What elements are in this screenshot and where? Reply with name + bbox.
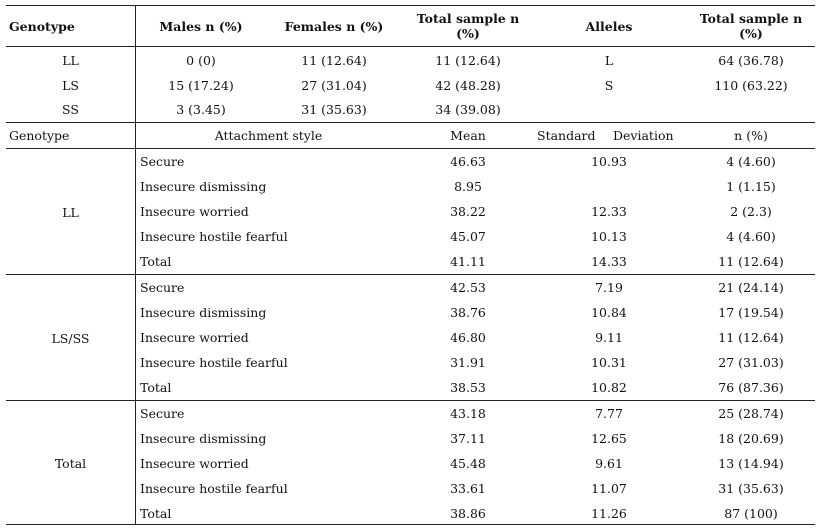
sd-cell: 10.84 bbox=[591, 305, 627, 320]
attachment-style-cell: Insecure hostile fearful bbox=[140, 229, 288, 244]
attachment-style-cell: Total bbox=[140, 254, 172, 269]
group-label-total: Total bbox=[54, 456, 87, 471]
females-cell: 11 (12.64) bbox=[301, 53, 367, 68]
mean-cell: 45.48 bbox=[450, 456, 486, 471]
attachment-style-cell: Secure bbox=[140, 154, 185, 169]
subheader-rule bbox=[6, 148, 815, 149]
n-pct-cell: 1 (1.15) bbox=[726, 179, 776, 194]
mean-cell: 38.76 bbox=[450, 305, 486, 320]
n-pct-cell: 25 (28.74) bbox=[718, 406, 784, 421]
group-label-ll: LL bbox=[62, 205, 79, 220]
mean-cell: 41.11 bbox=[450, 254, 486, 269]
attachment-style-cell: Insecure hostile fearful bbox=[140, 481, 288, 496]
sub-header-genotype: Genotype bbox=[9, 128, 70, 143]
sd-cell: 12.65 bbox=[591, 431, 627, 446]
allele-total-cell: 110 (63.22) bbox=[714, 78, 788, 93]
attachment-style-cell: Insecure worried bbox=[140, 204, 249, 219]
sd-cell: 9.11 bbox=[595, 330, 623, 345]
mean-cell: 46.63 bbox=[450, 154, 486, 169]
attachment-style-cell: Secure bbox=[140, 280, 185, 295]
n-pct-cell: 27 (31.03) bbox=[718, 355, 784, 370]
group-rule-2 bbox=[6, 400, 815, 401]
col-header-genotype: Genotype bbox=[9, 19, 75, 34]
col-header-allele-total: Total sample n bbox=[699, 11, 803, 26]
header-rule bbox=[6, 46, 815, 47]
mean-cell: 42.53 bbox=[450, 280, 486, 295]
attachment-style-cell: Insecure dismissing bbox=[140, 305, 267, 320]
group-rule-1 bbox=[6, 274, 815, 275]
allele-cell: S bbox=[604, 78, 614, 93]
attachment-style-cell: Insecure worried bbox=[140, 330, 249, 345]
mean-cell: 43.18 bbox=[450, 406, 486, 421]
group-label-ls-ss: LS/SS bbox=[51, 331, 90, 346]
sd-cell: 11.26 bbox=[591, 506, 627, 521]
sd-cell: 7.77 bbox=[595, 406, 623, 421]
mean-cell: 45.07 bbox=[450, 229, 486, 244]
attachment-style-cell: Insecure dismissing bbox=[140, 179, 267, 194]
genotype-cell: SS bbox=[62, 102, 79, 117]
n-pct-cell: 87 (100) bbox=[724, 506, 778, 521]
mean-cell: 46.80 bbox=[450, 330, 486, 345]
col-header-allele-total-pct: (%) bbox=[739, 26, 763, 41]
sd-cell: 9.61 bbox=[595, 456, 623, 471]
mean-cell: 31.91 bbox=[450, 355, 486, 370]
col-header-total-sample: Total sample n bbox=[416, 11, 520, 26]
n-pct-cell: 11 (12.64) bbox=[718, 254, 784, 269]
n-pct-cell: 31 (35.63) bbox=[718, 481, 784, 496]
n-pct-cell: 21 (24.14) bbox=[718, 280, 784, 295]
allele-total-cell: 64 (36.78) bbox=[718, 53, 784, 68]
mean-cell: 8.95 bbox=[454, 179, 482, 194]
total-cell: 11 (12.64) bbox=[435, 53, 501, 68]
sub-header-attachment-style: Attachment style bbox=[214, 128, 323, 143]
mean-cell: 37.11 bbox=[450, 431, 486, 446]
females-cell: 31 (35.63) bbox=[301, 102, 367, 117]
females-cell: 27 (31.04) bbox=[301, 78, 367, 93]
sd-cell: 14.33 bbox=[591, 254, 627, 269]
n-pct-cell: 18 (20.69) bbox=[718, 431, 784, 446]
n-pct-cell: 4 (4.60) bbox=[726, 154, 776, 169]
n-pct-cell: 2 (2.3) bbox=[730, 204, 772, 219]
mean-cell: 38.22 bbox=[450, 204, 486, 219]
n-pct-cell: 17 (19.54) bbox=[718, 305, 784, 320]
genotype-cell: LS bbox=[62, 78, 79, 93]
sub-header-deviation: Deviation bbox=[613, 128, 674, 143]
sub-header-mean: Mean bbox=[450, 128, 486, 143]
col-header-males: Males n (%) bbox=[159, 19, 243, 34]
attachment-style-cell: Total bbox=[140, 380, 172, 395]
n-pct-cell: 76 (87.36) bbox=[718, 380, 784, 395]
sd-cell: 12.33 bbox=[591, 204, 627, 219]
sub-header-n-pct: n (%) bbox=[734, 128, 768, 143]
col-header-alleles: Alleles bbox=[585, 19, 633, 34]
sd-cell: 10.93 bbox=[591, 154, 627, 169]
mean-cell: 38.53 bbox=[450, 380, 486, 395]
mean-cell: 33.61 bbox=[450, 481, 486, 496]
sd-cell: 10.13 bbox=[591, 229, 627, 244]
total-cell: 42 (48.28) bbox=[435, 78, 501, 93]
total-cell: 34 (39.08) bbox=[435, 102, 501, 117]
attachment-style-cell: Insecure hostile fearful bbox=[140, 355, 288, 370]
genotype-cell: LL bbox=[62, 53, 79, 68]
males-cell: 0 (0) bbox=[186, 53, 216, 68]
attachment-style-cell: Insecure dismissing bbox=[140, 431, 267, 446]
sub-header-standard: Standard bbox=[537, 128, 596, 143]
bottom-rule bbox=[6, 524, 815, 525]
sd-cell: 7.19 bbox=[595, 280, 623, 295]
sd-cell: 10.31 bbox=[591, 355, 627, 370]
mean-cell: 38.86 bbox=[450, 506, 486, 521]
males-cell: 3 (3.45) bbox=[176, 102, 226, 117]
col-header-females: Females n (%) bbox=[284, 19, 384, 34]
attachment-style-cell: Secure bbox=[140, 406, 185, 421]
col-header-total-sample-pct: (%) bbox=[456, 26, 480, 41]
males-cell: 15 (17.24) bbox=[168, 78, 234, 93]
attachment-style-cell: Total bbox=[140, 506, 172, 521]
allele-cell: L bbox=[604, 53, 614, 68]
n-pct-cell: 4 (4.60) bbox=[726, 229, 776, 244]
top-rule bbox=[6, 5, 815, 6]
sd-cell: 11.07 bbox=[591, 481, 627, 496]
section-rule bbox=[6, 122, 815, 123]
attachment-style-cell: Insecure worried bbox=[140, 456, 249, 471]
n-pct-cell: 11 (12.64) bbox=[718, 330, 784, 345]
sd-cell: 10.82 bbox=[591, 380, 627, 395]
n-pct-cell: 13 (14.94) bbox=[718, 456, 784, 471]
